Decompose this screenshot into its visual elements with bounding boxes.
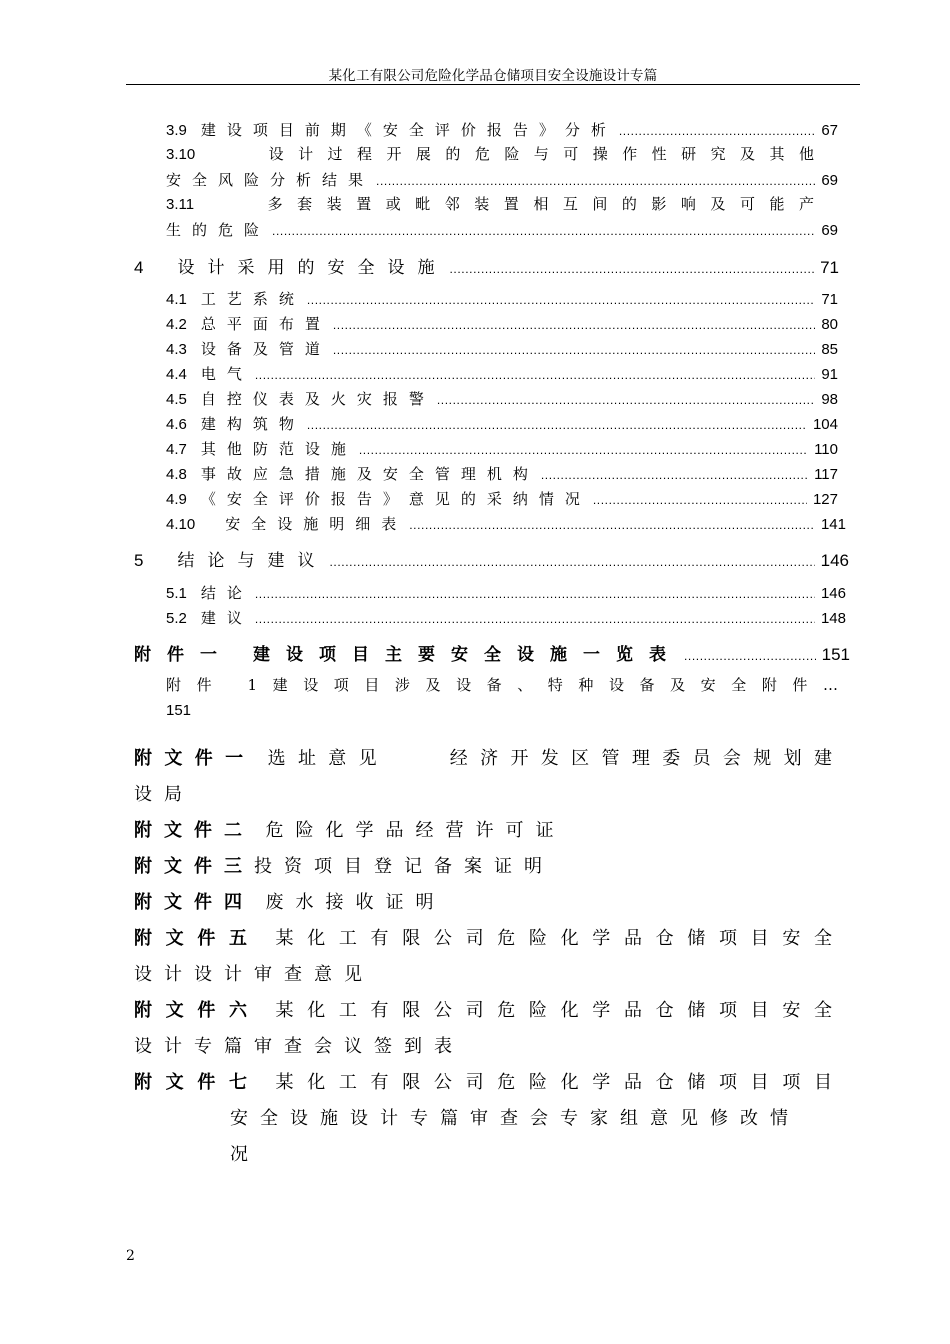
toc-title: 建议 [200,609,253,627]
toc-title: 设备及管道 [200,340,331,358]
toc-leader [307,293,815,307]
toc-number: 4.10 [166,516,196,533]
toc-title-line2: 生的危险 [166,221,271,239]
toc-entry-4-10[interactable] [166,513,846,534]
toc-entry-3-10[interactable] [166,142,814,167]
toc-leader [255,587,815,601]
attachment-label: 附文件五 [134,928,261,949]
toc-title: 建构筑物 [200,415,305,433]
toc-leader [333,343,815,357]
attachment-1-cont: 设局 [134,784,194,805]
toc-annex-sub-text: 附件 1建设项目涉及设备、特种设备及安全附件… [166,676,838,694]
attachment-6-cont: 设计专篇审查会议签到表 [134,1036,464,1057]
toc-number: 4.4 [166,366,187,383]
toc-page: 151 [821,645,850,664]
toc-leader [359,443,808,457]
toc-page: 91 [821,366,838,383]
toc-number: 4.5 [166,391,187,408]
toc-entry-4-1[interactable] [166,288,838,309]
attachment-title: 废水接收证明 [265,892,446,913]
toc-title: 建设项目主要安全设施一览表 [253,645,682,665]
attachment-list [134,741,844,1173]
toc-leader [541,468,808,482]
toc-entry-3-11-cont[interactable] [166,219,838,240]
toc-leader [684,649,816,663]
toc-title: 设计采用的安全设施 [177,258,448,278]
toc-entry-4-3[interactable] [166,338,838,359]
toc-page: 151 [166,702,192,719]
toc-title: 事故应急措施及安全管理机构 [200,465,539,483]
attachment-label: 附文件三 [134,856,254,877]
attachment-7-cont2: 况 [230,1144,260,1165]
toc-title: 自控仪表及火灾报警 [200,390,435,408]
toc-entry-3-10-cont[interactable] [166,169,838,190]
toc-page: 146 [820,585,846,602]
attachment-5[interactable] [134,921,844,957]
attachment-title: 某化工有限公司危险化学品仓储项目安全 [275,1000,845,1021]
attachment-label: 附文件一 [134,748,256,769]
toc-entry-4-6[interactable] [166,413,838,434]
toc-title: 《安全评价报告》意见的采纳情况 [200,490,591,508]
toc-entry-4-2[interactable] [166,313,838,334]
attachment-title: 选址意见 经济开发区管理委员会规划建 [267,748,845,769]
attachment-title: 投资项目登记备案证明 [254,856,554,877]
attachment-5-cont: 设计设计审查意见 [134,964,374,985]
toc-page: 69 [821,222,838,239]
toc-number: 4.7 [166,441,187,458]
attachment-3[interactable] [134,849,844,885]
toc-entry-4-7[interactable] [166,438,838,459]
toc-leader [333,318,815,332]
toc-page: 98 [821,391,838,408]
toc-leader [593,493,807,507]
toc-number: 4.2 [166,316,187,333]
toc-number: 4.3 [166,341,187,358]
page-number: 2 [126,1248,135,1264]
toc-leader [409,518,815,532]
toc-page: 148 [820,610,846,627]
attachment-label: 附文件四 [134,892,254,913]
toc-title: 安全设施明细表 [225,515,408,533]
toc-number: 4 [134,258,144,277]
toc-chapter-5[interactable] [134,546,849,571]
attachment-label: 附文件二 [134,820,254,841]
toc-page: 71 [821,291,838,308]
toc-number: 3.10 [166,146,196,163]
toc-leader [329,555,814,569]
toc-title: 其他防范设施 [200,440,357,458]
toc-page: 141 [820,516,846,533]
toc-title-line1: 多套装置或毗邻装置相互间的影响及可能产 [267,195,814,213]
toc-title: 工艺系统 [200,290,305,308]
attachment-7-cont: 安全设施设计专篇审查会专家组意见修改情 [230,1108,800,1129]
toc-entry-4-8[interactable] [166,463,838,484]
toc-title: 电气 [200,365,253,383]
attachment-title: 危险化学品经营许可证 [265,820,566,841]
toc-page: 117 [814,466,838,483]
toc-page: 71 [820,258,839,277]
toc-leader [619,124,815,138]
toc-chapter-4[interactable] [134,253,839,278]
toc-number: 5.2 [166,610,187,627]
toc-annex-1[interactable] [134,640,850,665]
toc-number: 4.1 [166,291,187,308]
toc-title-line2: 安全风险分析结果 [166,171,375,189]
toc-page: 69 [821,172,838,189]
toc-number: 5.1 [166,585,187,602]
toc-number: 3.9 [166,122,187,139]
running-header: 某化工有限公司危险化学品仓储项目安全设施设计专篇 [328,68,658,84]
attachment-6[interactable] [134,993,844,1029]
toc-page: 104 [812,416,838,433]
toc-number: 4.6 [166,416,187,433]
toc-leader [255,368,815,382]
toc-number: 3.11 [166,196,195,213]
toc-title: 结论与建议 [177,551,328,571]
attachment-1[interactable] [134,741,844,777]
attachment-title: 某化工有限公司危险化学品仓储项目安全 [275,928,845,949]
toc-leader [255,612,815,626]
toc-leader [376,174,815,188]
toc-entry-3-9[interactable] [166,119,838,140]
attachment-label: 附文件七 [134,1072,261,1093]
toc-page: 67 [821,122,838,139]
toc-page: 85 [821,341,838,358]
toc-title: 总平面布置 [200,315,331,333]
toc-number: 4.8 [166,466,187,483]
toc-number: 5 [134,551,144,570]
toc-title: 结论 [200,584,253,602]
toc-number: 4.9 [166,491,187,508]
header-rule [126,84,860,85]
toc-entry-3-11[interactable] [166,192,814,217]
toc-title: 建设项目前期《安全评价报告》分析 [200,121,617,139]
toc-entry-5-2[interactable] [166,607,846,628]
attachment-4[interactable] [134,885,844,921]
toc-annex-1-sub[interactable] [166,673,838,723]
toc-page: 80 [821,316,838,333]
toc-leader [449,262,814,276]
toc-annex-label: 附件一 [134,645,233,665]
toc-leader [307,418,807,432]
attachment-7[interactable] [134,1065,844,1101]
toc-entry-4-5[interactable] [166,388,838,409]
attachment-2[interactable] [134,813,844,849]
toc-leader [437,393,815,407]
toc-page: 146 [820,551,849,570]
toc-title-line1: 设计过程开展的危险与可操作性研究及其他 [268,145,814,163]
attachment-title: 某化工有限公司危险化学品仓储项目项目 [275,1072,845,1093]
toc-entry-5-1[interactable] [166,582,846,603]
toc-page: 127 [812,491,838,508]
toc-leader [272,224,815,238]
attachment-label: 附文件六 [134,1000,261,1021]
toc-page: 110 [814,441,838,458]
toc-entry-4-4[interactable] [166,363,838,384]
toc-entry-4-9[interactable] [166,488,838,509]
